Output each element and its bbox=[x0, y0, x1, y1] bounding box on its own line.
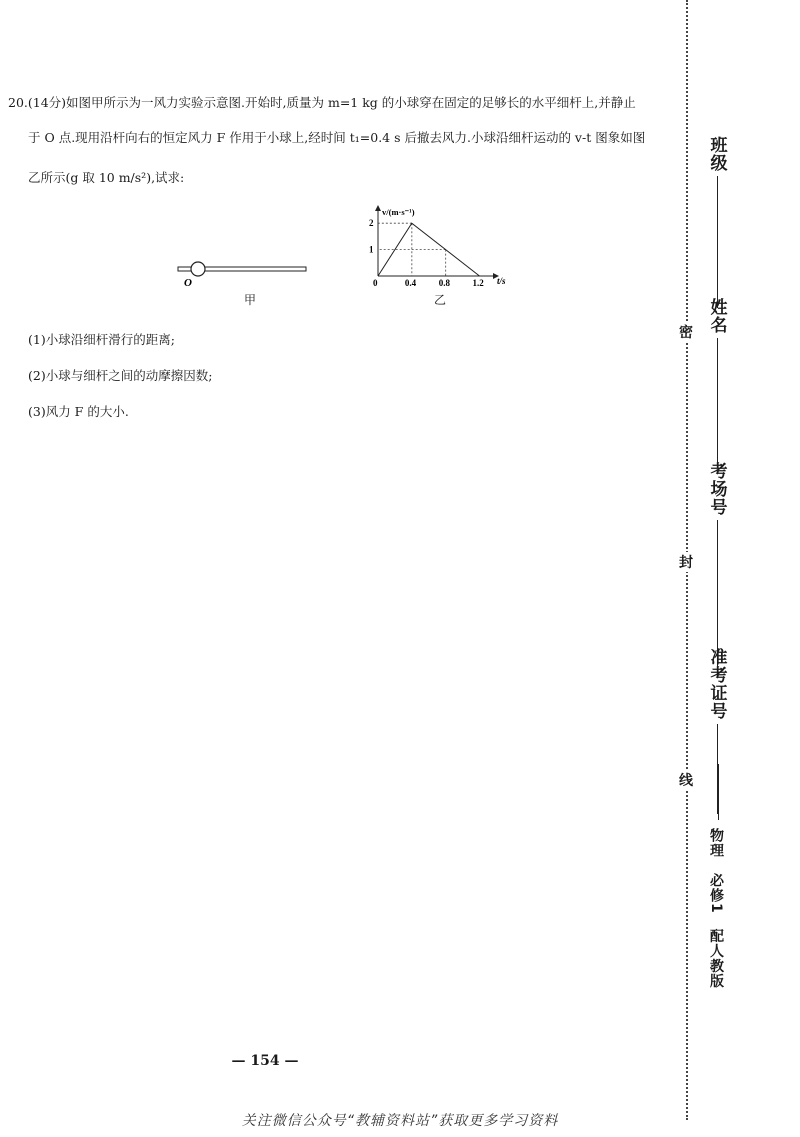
admission-number-field[interactable] bbox=[706, 648, 728, 814]
subject-info: 物理 必修1 配人教版 bbox=[708, 828, 724, 989]
question-stem-line-1: 20.(14分)如图甲所示为一风力实验示意图.开始时,质量为 m=1 kg 的小球穿在固定的足够长的水平细杆上,并静止 bbox=[8, 95, 636, 110]
name-label: 姓名 bbox=[706, 298, 727, 334]
figure-yi-caption: 乙 bbox=[434, 293, 447, 307]
name-field[interactable] bbox=[706, 298, 728, 468]
class-field[interactable] bbox=[706, 136, 728, 308]
x-tick-label: 0.8 bbox=[438, 278, 450, 288]
class-label: 班级 bbox=[706, 136, 727, 172]
footer-note: 关注微信公众号“教辅资料站”获取更多学习资料 bbox=[241, 1113, 559, 1129]
x-tick-label: 1.2 bbox=[472, 278, 484, 288]
vt-chart bbox=[358, 200, 528, 292]
seal-mark-feng: 封 bbox=[676, 552, 696, 572]
exam-room-label: 考场号 bbox=[706, 462, 727, 516]
figure-jia-caption: 甲 bbox=[244, 293, 257, 307]
class-write-line[interactable] bbox=[717, 176, 718, 308]
ball bbox=[191, 262, 205, 276]
page-number: — 154 — bbox=[231, 1053, 299, 1069]
y-tick-label: 2 bbox=[369, 218, 374, 229]
subject-rule bbox=[718, 764, 719, 820]
name-write-line[interactable] bbox=[717, 338, 718, 468]
x-axis-label: t/s bbox=[497, 276, 506, 286]
seal-mark-xian: 线 bbox=[676, 770, 696, 790]
question-stem-line-2: 于 O 点.现用沿杆向右的恒定风力 F 作用于小球上,经时间 t₁=0.4 s 后撤去风力.小球沿细杆运动的 v-t 图象如图 bbox=[28, 130, 646, 145]
x-tick-label: 0.4 bbox=[404, 278, 417, 288]
sub-question-2: (2)小球与细杆之间的动摩擦因数; bbox=[28, 368, 213, 383]
x-tick-label: 0 bbox=[373, 278, 378, 288]
question-stem-line-3: 乙所示(g 取 10 m/s²),试求: bbox=[28, 170, 185, 185]
sub-question-3: (3)风力 F 的大小. bbox=[28, 404, 129, 419]
admission-number-label: 准考证号 bbox=[706, 648, 727, 720]
sub-question-1: (1)小球沿细杆滑行的距离; bbox=[28, 332, 175, 347]
exam-room-field[interactable] bbox=[706, 462, 728, 676]
figure-ball-on-rod bbox=[172, 255, 312, 295]
seal-mark-mi: 密 bbox=[676, 322, 696, 342]
point-o-label: O bbox=[184, 277, 192, 289]
y-axis-label: v/(m·s⁻¹) bbox=[382, 207, 415, 217]
y-tick-label: 1 bbox=[369, 244, 374, 255]
